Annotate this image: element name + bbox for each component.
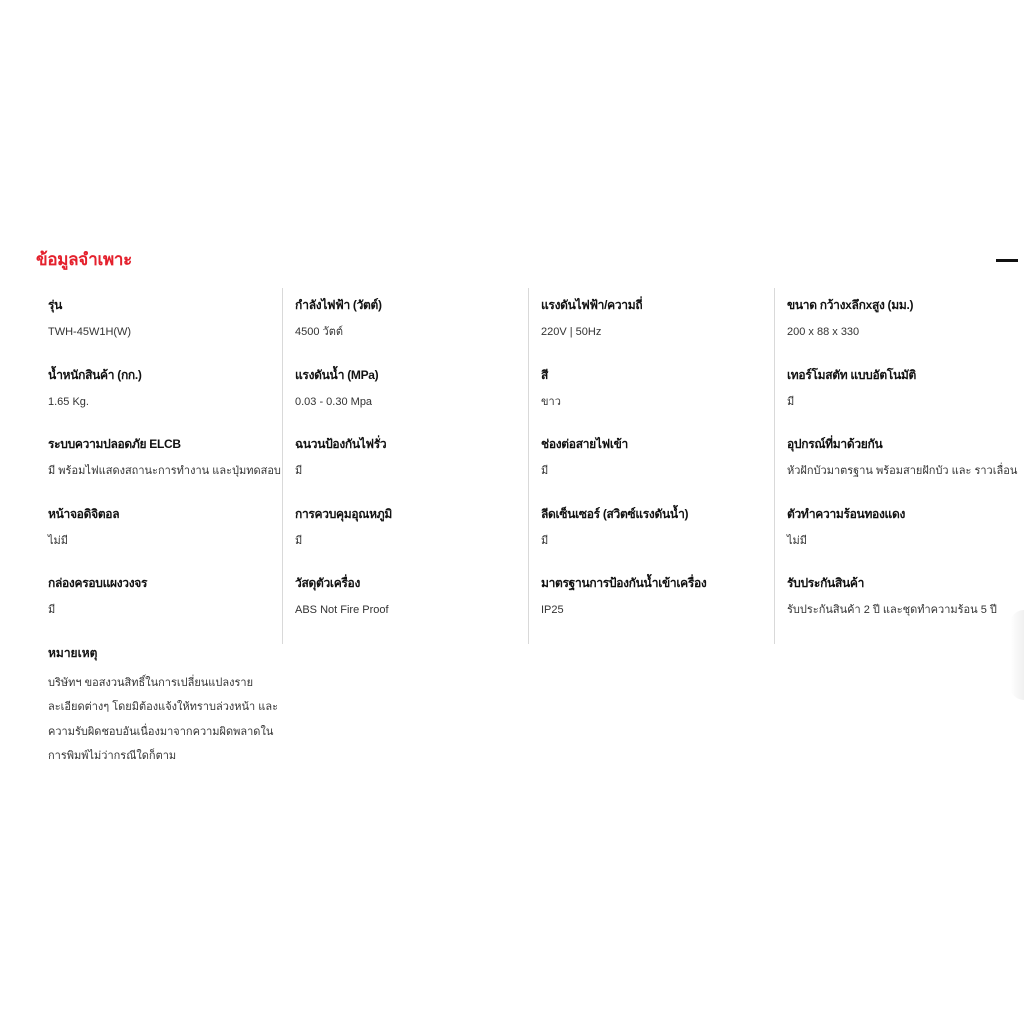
spec-item <box>787 566 1010 636</box>
section-title: ข้อมูลจำเพาะ <box>36 250 132 269</box>
spec-item <box>48 427 281 497</box>
spec-value: รับประกันสินค้า 2 ปี และชุดทำความร้อน 5 ปี <box>787 604 997 616</box>
spec-label: กล่องครอบแผงวงจร <box>48 576 148 590</box>
spec-value: มี <box>541 534 549 547</box>
spec-label: เทอร์โมสตัท แบบอัตโนมัติ <box>787 367 917 382</box>
spec-label: มาตรฐานการป้องกันน้ำเข้าเครื่อง <box>541 576 707 590</box>
side-panel-edge <box>1010 610 1024 700</box>
spec-label: ขนาด กว้างxลึกxสูง (มม.) <box>787 298 914 312</box>
spec-grid <box>36 288 1016 786</box>
spec-item <box>295 427 522 497</box>
spec-item <box>48 288 276 358</box>
spec-value: ABS Not Fire Proof <box>295 604 389 616</box>
spec-column-3 <box>528 288 774 644</box>
spec-value: มี <box>48 604 56 616</box>
spec-value: มี พร้อมไฟแสดงสถานะการทำงาน และปุ่มทดสอบ <box>48 465 281 477</box>
spec-value: มี <box>787 395 795 408</box>
spec-item <box>787 427 1018 497</box>
spec-item <box>48 497 276 567</box>
spec-item <box>295 566 522 636</box>
spec-label: วัสดุตัวเครื่อง <box>295 576 361 590</box>
note-block <box>48 636 279 769</box>
spec-label: การควบคุมอุณหภูมิ <box>295 506 392 521</box>
spec-value: IP25 <box>541 604 564 616</box>
spec-label: ลีดเซ็นเซอร์ (สวิตซ์แรงดันน้ำ) <box>541 506 689 521</box>
spec-value: 0.03 - 0.30 Mpa <box>295 395 373 408</box>
spec-label: ช่องต่อสายไฟเข้า <box>541 437 628 451</box>
note-label: หมายเหตุ <box>48 645 98 660</box>
spec-label: น้ำหนักสินค้า (กก.) <box>48 367 142 382</box>
spec-label: ระบบความปลอดภัย ELCB <box>48 437 181 451</box>
spec-value: 200 x 88 x 330 <box>787 326 860 338</box>
spec-label: อุปกรณ์ที่มาด้วยกัน <box>787 437 883 451</box>
spec-item <box>541 566 768 636</box>
spec-label: รับประกันสินค้า <box>787 576 865 590</box>
spec-item <box>787 288 1010 358</box>
spec-value: TWH-45W1H(W) <box>48 326 132 338</box>
spec-value: 4500 วัตต์ <box>295 326 343 338</box>
spec-column-1 <box>36 288 282 786</box>
spec-value: ไม่มี <box>48 534 69 547</box>
spec-value: 220V | 50Hz <box>541 326 602 338</box>
spec-item <box>541 288 768 358</box>
spec-label: ตัวทำความร้อนทองแดง <box>787 506 906 521</box>
spec-item <box>541 358 768 428</box>
spec-label: ฉนวนป้องกันไฟรั่ว <box>295 437 387 451</box>
note-text: บริษัทฯ ขอสงวนสิทธิ์ในการเปลี่ยนแปลงรายละเอียดต่างๆ โดยมิต้องแจ้งให้ทราบล่วงหน้า และความรับผิดชอบอันเนื่องมาจากความผิดพลาดในการพิมพ์ไม่ว่ากรณีใดก็ตาม <box>48 676 279 762</box>
spec-label: กำลังไฟฟ้า (วัตต์) <box>295 298 382 312</box>
spec-item <box>295 358 522 428</box>
spec-value: มี <box>541 465 549 477</box>
spec-item <box>787 497 1010 567</box>
spec-label: หน้าจอดิจิตอล <box>48 506 120 521</box>
spec-item <box>295 288 522 358</box>
spec-item <box>295 497 522 567</box>
spec-value: ไม่มี <box>787 534 808 547</box>
spec-label: รุ่น <box>48 298 63 312</box>
spec-item <box>48 358 276 428</box>
spec-column-4 <box>774 288 1016 644</box>
spec-item <box>48 566 276 636</box>
spec-value: หัวฝักบัวมาตรฐาน พร้อมสายฝักบัว และ ราวเลื่อน <box>787 465 1018 477</box>
spec-item <box>541 427 768 497</box>
spec-value: ขาว <box>541 395 561 408</box>
spec-label: แรงดันน้ำ (MPa) <box>295 367 379 382</box>
spec-value: 1.65 Kg. <box>48 395 89 408</box>
minus-icon[interactable] <box>996 259 1018 262</box>
spec-value: มี <box>295 465 303 477</box>
spec-label: สี <box>541 367 549 382</box>
spec-label: แรงดันไฟฟ้า/ความถี่ <box>541 298 643 312</box>
spec-item <box>787 358 1010 428</box>
spec-value: มี <box>295 534 303 547</box>
spec-item <box>541 497 768 567</box>
spec-column-2 <box>282 288 528 644</box>
